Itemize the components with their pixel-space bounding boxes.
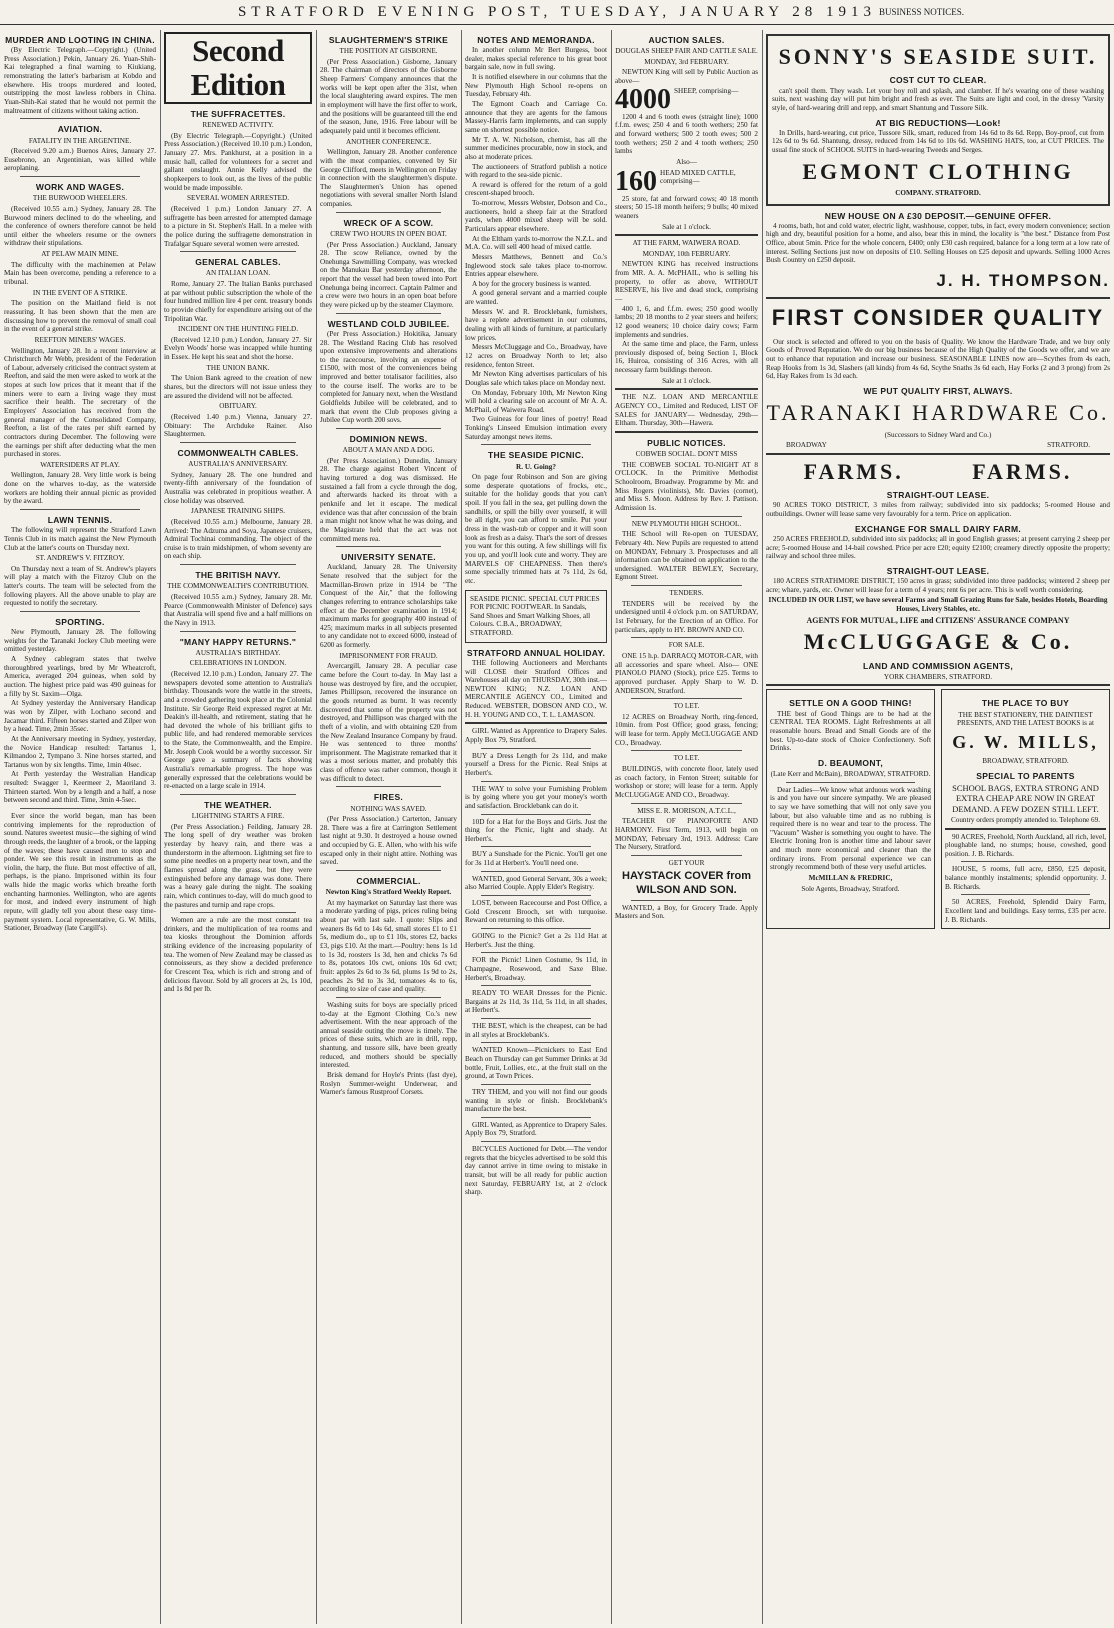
- advert-text: NEWTON KING has received instructions from MR. A. A. McPHAIL, who is selling his property, to offer as above, WITHOUT RESERVE, his live and dead stock, comprising—: [615, 260, 758, 303]
- advert-company: (Late Kerr and McBain), BROADWAY, STRATFORD.: [770, 769, 931, 778]
- classified-ad: 10D for a Hat for the Boys and Girls. Just the thing for the Picnic, light and shady. At Herbert's.: [465, 817, 607, 843]
- subheading: SEVERAL WOMEN ARRESTED.: [186, 194, 290, 203]
- headline-westland-jubilee: WESTLAND COLD JUBILEE.: [327, 318, 450, 329]
- column-rule: [316, 30, 317, 1624]
- cattle-count: 160: [615, 165, 657, 197]
- divider: [481, 814, 591, 815]
- note-text: In another column Mr Bert Burgess, boot dealer, makes special reference to his great boot bargain sale, now in full swing.: [465, 46, 607, 72]
- notice-text: TEACHER OF PIANOFORTE AND HARMONY. First Term, 1913, will begin on MONDAY, February 3rd, 1913. Address: Care The Nursery, Stratford.: [615, 817, 758, 852]
- subheading: ANOTHER CONFERENCE.: [345, 137, 432, 146]
- divider: [481, 952, 591, 953]
- headline-commonwealth-cables: COMMONWEALTH CABLES.: [177, 447, 299, 458]
- advert-row: [766, 689, 1110, 929]
- advert-text: AGENTS FOR MUTUAL, LIFE and CITIZENS' ASSURANCE COMPANY: [806, 615, 1070, 625]
- column-6: [766, 30, 1110, 1624]
- note-text: The Egmont Coach and Carriage Co. announce that they are agents for the famous Massey-Harris farm implements, and can supply same on shortest possible notice.: [465, 100, 607, 134]
- classified-ad: THE BEST, which is the cheapest, can be had in all styles at Brocklebank's.: [465, 1022, 607, 1039]
- advert-subtitle: EXCHANGE FOR SMALL DAIRY FARM.: [854, 523, 1022, 534]
- subheading: THE COMMONWEALTH'S CONTRIBUTION.: [167, 582, 309, 591]
- headline-many-happy-returns: "MANY HAPPY RETURNS.": [179, 636, 297, 647]
- notice-text: BUILDINGS, with concrete floor, lately used as coach factory, in Fenton Street; suitable for workshop or store; will lease for a term. Apply McCLUGGAGE AND CO., Broadway.: [615, 765, 758, 799]
- article-text: (Per Press Association.) Hokitika, January 28. The Westland Racing Club has resolved upon extensive improvements and alterations to the racecourse, involving an expense of £1500, with most of the conveniences being improved and better totalisator facilities, also to the course itself. The works are to be completed for January next, when the Westland Goldfields Jubilee will be celebrated, and to mark that event the Club proposes giving a Jubilee Cup worth 200 sovs.: [320, 329, 457, 425]
- article-text: Wellington, January 28. Very little work is being done on the wharves to-day, as the waterside workers are holding their annual picnic as provided by the award.: [4, 471, 156, 506]
- advert-text: NEWTON King will sell by Public Auction as above—: [615, 68, 758, 86]
- haystack-advert: HAYSTACK COVER from WILSON AND SON.: [622, 870, 751, 896]
- headline-aviation: AVIATION.: [57, 124, 103, 135]
- advert-address: YORK CHAMBERS, STRATFORD.: [883, 672, 993, 681]
- classified-ad: BUY a Dress Length for 2s 11d, and make yourself a Dress for the Picnic. Real Snips at Herbert's.: [465, 751, 607, 777]
- subheading: NOTHING WAS SAVED.: [350, 804, 427, 813]
- divider: [631, 750, 742, 751]
- advert-brand: EGMONT CLOTHING: [802, 158, 1074, 184]
- headline-sporting: SPORTING.: [55, 616, 105, 627]
- subheading: GET YOUR: [668, 858, 705, 867]
- divider: [631, 855, 742, 856]
- divider: [481, 781, 591, 782]
- headline-seaside-picnic: THE SEASIDE PICNIC.: [488, 450, 584, 461]
- advert-text: SEASIDE PICNIC. SPECIAL CUT PRICES FOR PICNIC FOOTWEAR. In Sandals, Sand Shoes and Smart Walking Shoes, all Colours. C.B.A., BROADWAY, STRATFORD.: [470, 594, 600, 638]
- article-text: (Received 12.10 p.m.) London, January 27. Sir Evelyn Woods' horse was incapped while hunting in Essex. He kept his seat and shot the horse.: [164, 335, 312, 362]
- article-text: (Per Press Association.) Dunedin, January 28. The charge against Robert Vincent of having tortured a dog was dismissed. He sustained a fall from a cycle through the dog, and afterwards hacked its throat with a penknife and let it escape. The medical evidence was that after concussion of the brain a man might not know what he was doing, and the Magistrate held that the act was not committed mens rea.: [320, 456, 457, 543]
- divider: [465, 722, 607, 724]
- advert-subtitle: AT BIG REDUCTIONS—Look!: [875, 117, 1001, 128]
- notice-text: 12 ACRES on Broadway North, ring-fenced, 10min. from Post Office; good grass, fencing; will lease for term. Apply McCLUGGAGE AND CO., Broadway.: [615, 712, 758, 747]
- article-text: (By Electric Telegraph.—Copyright.) (United Press Association.) Pekin, January 26. Yuan-Shih-Kai telegraphed a final warning to Kiukiang, remonstrating the latter's barbarism at Kobdo and elsewhere. His troops murdered and looted, outstripping the most lawless robbers in China. Yuan-Shih-Kai stated that he would not permit the maltreatment of citizens without taking action.: [4, 46, 156, 115]
- divider: [631, 585, 742, 586]
- headline-notes-memoranda: NOTES AND MEMORANDA.: [477, 35, 595, 45]
- subheading: THE BURWOOD WHEELERS.: [32, 194, 128, 203]
- column-rule: [762, 30, 763, 1624]
- column-4: [465, 30, 607, 1624]
- subheading: LIGHTNING STARTS A FIRE.: [191, 812, 285, 821]
- classified-ad: GOING to the Picnic? Get a 2s 11d Hat at Herbert's. Just the thing.: [465, 931, 607, 949]
- column-rule: [611, 30, 612, 1624]
- divider: [481, 1141, 591, 1142]
- advert-text: can't spoil them. They wash. Let your boy roll and splash, and clamber. If he's wearing one of these washing suits, next washing day will put him bright and fresh as ever. The Suits are light and cool, in the dressy 'Varsity style, of hard-wearing drill and repp, and smart Shantung and Tussore Silk.: [772, 86, 1104, 112]
- article-text: The position on the Maitland field is not reassuring. It has been shown that the men are discussing how to prevent the removal of small coal in the event of a general strike.: [4, 299, 156, 334]
- article-text: Wellington, January 28. In a recent interview at Christchurch Mr Webb, president of the Federation of Labour, adversely criticised the contract system at Reefton, and said the men were asked to work at the stopes at such low prices that it meant that if the miners were to earn a living wage they must sacrifice their health. The secretary of the Employers' Association has received from the general manager of the Consolidated Company, Reefton, a list of the rates per shift earned by contractors during December. The following were the earnings per shift after deducting what the men purchased in stores.: [4, 346, 156, 459]
- advert-company: Sole Agents, Broadway, Stratford.: [801, 884, 900, 893]
- advert-company: COMPANY. STRATFORD.: [895, 189, 981, 197]
- subheading: IMPRISONMENT FOR FRAUD.: [339, 651, 438, 660]
- article-text: The following will represent the Stratford Lawn Tennis Club in its match against the New Plymouth Club at the latter's courts on Thursday next.: [4, 526, 156, 552]
- divider: [20, 808, 140, 809]
- divider: [615, 234, 758, 236]
- divider: [481, 928, 591, 929]
- subheading: AT PELAW MAIN MINE.: [41, 250, 119, 259]
- divider: [336, 997, 441, 998]
- subheading: WATERSIDERS AT PLAY.: [40, 460, 120, 469]
- classified-ad: BICYCLES Auctioned for Debt.—The vendor regrets that the bicycles advertised to be sold this day cannot arrive in time owing to mistake in transit, but will be all ready for public auction next Saturday, FEBRUARY 1st, at 2 o'clock sharp.: [465, 1145, 607, 1197]
- subheading: NEW PLYMOUTH HIGH SCHOOL.: [631, 519, 742, 528]
- headline-lawn-tennis: LAWN TENNIS.: [47, 515, 113, 526]
- headline-public-notices: PUBLIC NOTICES.: [647, 437, 726, 448]
- advert-text: INCLUDED IN OUR LIST, we have several Farms and Small Grazing Runs for Sale, besides Hotels, Boarding Houses, Livery Stables, etc.: [768, 596, 1108, 613]
- subheading: DOUGLAS SHEEP FAIR AND CATTLE SALE.: [615, 47, 758, 56]
- advert-text: 180 ACRES STRATHMORE DISTRICT, 150 acres in grass; subdivided into three paddocks; wintered 2 sheep per acre; whare, yards, etc. Owner will lease for a term of 4 years; rent 6s per acre. This is well worth considering.: [766, 577, 1110, 594]
- divider: [615, 388, 758, 390]
- article-text: On page four Robinson and Son are giving some desperate quotations of frocks, etc., suitable for the holiday goods that you can't spoil. If you fall in the sea, get pulling down the sandhills, or spill the billy over yourself, it will be all right, you can afford to smile. Put your dress in the wash-tub or copper and it will soon look as fresh as a daisy. That's the sort of dresses you want for this outing. A few shillings will fix you up, and you'll look cute and worry. They are MARVELS OF CHEAPNESS. Then there's some specially trimmed hats at 7s 11d, 2s 6d, etc.: [465, 473, 607, 585]
- article-text: (By Electric Telegraph.—Copyright.) (United Press Association.) (Received 10.10 p.m.) London, January 27. Mrs. Pankhurst, at a position in a music hall, called for volunteers for a secret and gallant onslaught. Annie Kelly advised the shopkeepers to look out, as the lives of the public would be made impossible.: [164, 131, 312, 192]
- classified-ad: 90 ACRES, Freehold, North Auckland, all rich, level, ploughable land, no stumps; house, cowshed, good position. J. B. Richards.: [945, 832, 1106, 858]
- subheading: AUSTRALIA'S ANNIVERSARY.: [188, 460, 288, 469]
- notice-text: THE School will Re-open on TUESDAY, February 4th. New Pupils are requested to attend on MONDAY, February 3. Prospectuses and all information can be obtained on application to the undersigned. WALTER BEWLEY, Secretary, Egmont Street.: [615, 530, 758, 582]
- subheading: TO LET.: [673, 754, 700, 763]
- divider: [481, 748, 591, 749]
- article-text: At the Anniversary meeting in Sydney, yesterday, the Novice Handicap resulted: Tartanus 1, Kilmandoo 2, Tympano 3. Nine horses started, and Tartanus won by six lengths. Time, 1min 40sec.: [4, 734, 156, 769]
- article-text: Wellington, January 28. Another conference with the meat companies, convened by Sir George Clifford, meets in Wellington on Friday in connection with the slaughtermen's dispute. The Slaughtermen's Union has opened negotiations with several smaller North Island companies.: [320, 148, 457, 209]
- advert-brand: McCLUGGAGE & Co.: [803, 629, 1073, 655]
- column-3: [320, 30, 457, 1624]
- divider: [481, 895, 591, 896]
- note-text: A boy for the grocery business is wanted.: [472, 279, 591, 288]
- subheading: TENDERS.: [669, 589, 704, 598]
- divider: [180, 251, 296, 252]
- advert-gw-mills: [941, 689, 1110, 929]
- subheading: AUSTRALIA'S BIRTHDAY.: [195, 648, 281, 657]
- headline-wreck-scow: WRECK OF A SCOW.: [343, 217, 434, 228]
- divider: [615, 431, 758, 433]
- second-edition-banner: Second Edition: [164, 32, 312, 104]
- address-left: BROADWAY: [786, 441, 827, 450]
- note-text: It is notified elsewhere in our columns that the New Plymouth High School re-opens on Tuesday, February 4th.: [465, 73, 607, 99]
- advert-text: At the same time and place, the Farm, unless previously disposed of, being Section 1, Block 16, Huiroa, consisting of 316 Acres, with all necessary farm buildings thereon.: [615, 340, 758, 375]
- article-text: (Received 9.20 a.m.) Buenos Aires, January 27. Eusebrono, an Argentinian, was killed while aeroplaning.: [4, 147, 156, 173]
- advert-text: 90 ACRES TOKO DISTRICT, 3 miles from railway; subdivided into six paddocks; 5-roomed House and outbuildings. Owner will lease same very favourably for a term. Price on application.: [766, 501, 1110, 519]
- note-text: At the Eltham yards to-morrow the N.Z.L. and M.A. Co. will sell 400 head of mixed cattle.: [465, 234, 607, 252]
- advert-subtitle: WE PUT QUALITY FIRST, ALWAYS.: [863, 386, 1013, 397]
- article-text: New Plymouth, January 28. The following weights for the Taranaki Jockey Club meeting were omitted yesterday.: [4, 628, 156, 654]
- article-text: Brisk demand for Hoyle's Prints (fast dye), Roslyn Summer-weight Underwear, and Warner's famous Rustproof Corsets.: [320, 1071, 457, 1097]
- advert-brand: J. H. THOMPSON.: [936, 271, 1110, 291]
- subheading: MONDAY, 10th FEBRUARY.: [642, 249, 731, 258]
- advert-text: SCHOOL BAGS, EXTRA STRONG AND EXTRA CHEAP ARE NOW IN GREAT DEMAND. A FEW DOZEN STILL LEFT.: [952, 783, 1099, 814]
- stock-list: 400 1, 6, and f.f.m. ewes; 250 good woolly lambs; 20 18 months to 2 year steers and heifers; 12 good weaners; 10 choice dairy cows; Farm implements and sundries.: [615, 304, 758, 339]
- article-text: A Sydney cablegram states that twelve thoroughbred yearlings, bred by Mr Wheatcroft, America, averaged 204 guineas, when sold by auction. The highest price paid was 490 guineas for a filly by St. Saxim—Olga.: [4, 655, 156, 698]
- article-text: (Received 1.40 p.m.) Vienna, January 27. Obituary: The Archduke Rainer. Also Slaughtermen.: [164, 412, 312, 439]
- notice-text: TENDERS will be received by the undersigned until 4 o'clock p.m. on SATURDAY, 1st February, for the Erection of an Office. For particulars, apply to HY. BROWN AND CO.: [615, 599, 758, 634]
- classified-ad: WANTED Known—Picnickers to East End Beach on Thursday can get Summer Drinks at 3d bottle, Fruit, Lollies, etc., at the fruit stall on the ground, at Town Prices.: [465, 1046, 607, 1081]
- subheading: TO LET.: [673, 702, 700, 711]
- article-text: (Received 12.10 p.m.) London, January 27. The newspapers devoted some attention to Australia's birthday. Thousands wore the wattle in the streets, and a crowded gathering took place at the Colonial Institute. Sir George Reid expressed regret at Mr. Deakin's ill-health, and retirement, stating that he had devoted the whole of his brilliant gifts to public life, and had rendered memorable services to the State, the Commonwealth, and the Empire. Mr. Joseph Cook would be a worthy successor. Sir George gave a summary of facts showing Australia's remarkable progress. The hope was generally expressed that the celebrations would be re-enacted on a large scale in 1914.: [164, 669, 312, 791]
- classified-ad: 50 ACRES, Freehold, Splendid Dairy Farm, Excellent land and buildings. Easy terms, £35 per acre. J. B. Richards.: [945, 898, 1106, 924]
- advert-brand: G. W. MILLS,: [952, 731, 1099, 752]
- headline-dominion-news: DOMINION NEWS.: [349, 433, 428, 444]
- classified-ad: GIRL Wanted, as Apprentice to Drapery Sales. Apply Box 79, Stratford.: [465, 1120, 607, 1138]
- headline-british-navy: THE BRITISH NAVY.: [195, 570, 281, 581]
- article-text: (Received 10.55 a.m.) Sydney, January 28. The Burwood miners declined to do the wheeling, and the conference of owners therefore cannot be held until either the wheelers resume or the owners withdraw their stipulations.: [4, 204, 156, 248]
- advert-text: 250 ACRES FREEHOLD, subdivided into six paddocks; all in good English grasses; at present carrying 2 sheep per acre; 5-roomed House and 14-bail cowshed. Price per acre £20; equity £2100; creamery directly opposite the property; railway and school three miles.: [766, 534, 1110, 561]
- advert-text: SHEEP, comprising—: [674, 86, 739, 95]
- subheading: AT THE FARM, WAIWERA ROAD.: [632, 239, 741, 248]
- advert-text: 4 rooms, bath, hot and cold water, electric light, washhouse, copper, tubs, in fact, every modern convenience; section high and dry, beautiful position for a home, and also, bear this in mind, the locality is "the best." Distance from Post Office, about 5min. Price for the whole concern, £400; only £30 cash required, balance for a long term at a low rate of interest. Selling Sections just now on deposits of £10. Selling Houses on £25 deposit and upwards. Selling 1000 Acres Bush Country on £250 deposit.: [766, 221, 1110, 265]
- subheading: COBWEB SOCIAL. DON'T MISS: [635, 450, 738, 459]
- article-text: (Per Press Association.) Feilding, January 28. The long spell of dry weather was broken yesterday by heavy rain, and there was a thunderstorm in the afternoon. Lightning set fire to some pine needles on a property near town, and the flames spread along the grass, but they were extinguished before any damage was done. There was a heavy gale during the night. The soaking rain, which continues to-day, will do much good to the pastures and turnip and rape crops.: [164, 822, 312, 909]
- advert-text: Our stock is selected and offered to you on the basis of Quality. We know the Hardware Trade, and we buy only Goods of Proved Reputation. We do our big business because of the High Quality of the Goods we offer, and we are out to enhance that reputation and increase our business. SEASONABLE LINES now are—Scythes from 4s each, Reap Hooks from 1s 3d, Slashers (all kinds) from 4s 6d, Scythe Snaths 3s 6d each, Hay Forks (2 and 3 prong) from 2s 6d, Hay Rakes from 1s 3d each.: [766, 337, 1110, 381]
- advert-subtitle: STRAIGHT-OUT LEASE.: [886, 565, 990, 576]
- subheading: AN ITALIAN LOAN.: [205, 269, 271, 278]
- advert-central-tea-rooms: [766, 689, 935, 929]
- article-text: Washing suits for boys are specially priced to-day at the Egmont Clothing Co.'s new advertisement. With the near approach of the annual seaside outing the move is timely. The prices of these suits, which are in drill, repp, shantung, and tussore silk, have been greatly reduced, and mothers should be specially interested.: [320, 1000, 457, 1070]
- advert-title: NEW HOUSE ON A £30 DEPOSIT.—GENUINE OFFER.: [824, 210, 1052, 221]
- classified-ad: LOST, between Racecourse and Post Office, a Gold Crescent Brooch, set with turquoise. Reward on returning to this office.: [465, 899, 607, 925]
- advert-subtitle: COST CUT TO CLEAR.: [889, 75, 987, 86]
- advert-title: SETTLE ON A GOOD THING!: [789, 698, 912, 709]
- divider: [481, 1018, 591, 1019]
- sale-time: Sale at 1 o'clock.: [662, 376, 711, 385]
- advert-text: THE following Auctioneers and Merchants will CLOSE their Stratford Offices and Warehouses all day on THURSDAY, 30th inst.— NEWTON KING; N.Z. LOAN AND MERCANTILE AGENCY CO., Limited and Reduced. WEBSTER, DOBSON AND CO., W. H. H. YOUNG AND CO., T. L. LAMASON.: [465, 658, 607, 719]
- advert-text: Dear Ladies—We know what arduous work washing is and you have our sincere sympathy. We are pleased to say we have something that will not only save you labour, but also valuable time and as no rubbing is required there is no wear and tear to the process. The "Vacuum" Washer is something you ought to have. The Electric Ironing Iron is another time and labour saver and much more economical and cleaner than the ordinary irons. From personal experience we can strongly recommend both of these very useful articles.: [770, 785, 931, 872]
- advert-egmont-clothing: [766, 34, 1110, 206]
- divider: [481, 985, 591, 986]
- advert-title: FARMS. FARMS.: [803, 458, 1073, 484]
- column-1: [4, 30, 156, 1624]
- classified-ad: WANTED, a Boy, for Grocery Trade. Apply Masters and Son.: [615, 903, 758, 921]
- divider: [336, 212, 441, 213]
- classified-ad: TRY THEM, and you will not find our goods wanting in style or finish. Brocklebank's manufacture the best.: [465, 1087, 607, 1114]
- headline-suffragettes: THE SUFFRACETTES.: [190, 109, 286, 119]
- classified-ad: READY TO WEAR Dresses for the Picnic. Bargains at 2s 11d, 3s 11d, 5s 11d, in all shades, at Herbert's.: [465, 989, 607, 1015]
- article-text: At my haymarket on Saturday last there was a moderate yarding of pigs, prices ruling being about par with last sale. I quote: Slips and weaners 8s 6d to 14s 6d, small stores £1 to £1 5s, medium do., up to £1 10s, stores £2, backs £3, pigs £10. At the mart.—Poultry: hens 1s 1d to 1s 3d, roosters 1s 3d, hen and chicks 7s 6d to 8s, potatoes 10s cwt, onions 10s 6d cwt; fruit: apples 2s 6d to 3s 6d, plums 1s 9d to 2s, peaches 2s 9d to 3s 3d, tomatoes 4s to 6s, according to size of case and quality.: [320, 898, 457, 994]
- divider: [961, 894, 1090, 895]
- classified-ad: THE WAY to solve your Furnishing Problem is by going where you get your money's worth and satisfaction. Brocklebank can do it.: [465, 784, 607, 810]
- advert-text: HEAD MIXED CATTLE, comprising—: [660, 168, 736, 186]
- note-text: Messrs McCluggage and Co., Broadway, have 12 acres on Broadway North to let; also residence, fenton Street.: [465, 343, 607, 369]
- divider: [481, 1084, 591, 1085]
- headline-fires: FIRES.: [373, 792, 404, 803]
- divider: [766, 453, 1110, 455]
- advert-address: BROADWAY, STRATFORD.: [982, 757, 1069, 766]
- article-text: Rome, January 27. The Italian Banks purchased at par without public subscription the whole of the four hundred million lire 4 per cent. treasury bonds to provide chiefly for expenditure arising out of the Tripolitan War.: [164, 279, 312, 323]
- advert-subtitle: STRAIGHT-OUT LEASE.: [886, 490, 990, 501]
- advert-text: In Drills, hard-wearing, cut price, Tussore Silk, smart, reduced from 14s 6d to 8s 6d. Repp, Boy-proof, cut from 12s 6d to 9s 6d. Shantung, dressy, reduced from 14s 6d to 10s 6d. WASHING HATS, too, at CUT PRICES. The usual fine stock of SCHOOL SUITS in hard-wearing Tweeds and Serges.: [772, 128, 1104, 154]
- headline-weather: THE WEATHER.: [204, 799, 272, 810]
- advert-cba-picnic: [465, 590, 607, 643]
- divider: [631, 516, 742, 517]
- divider: [631, 637, 742, 638]
- article-text: Ever since the world began, man has been contriving implements for the reproduction of sound. Natures sweetest music—the sighing of wind through reeds, the laughter of a brook, or the lapping of the waves; these have caused men to stop and ponder. We see this result in instruments as the violin, the harp, the flute. But most effective of all, perhaps, is the piano. Imprisoned within its four walls hide the magic works which breathe forth enchanting harmonies. Wellington, who are agents for most, and indeed every instrument of high repute, will gladly tell you about these easy time-payment system. Local representative, G. W. Mills, Stationer, Broadway (late Cargill's).: [4, 811, 156, 933]
- divider: [180, 912, 296, 913]
- subheading: CREW TWO HOURS IN OPEN BOAT.: [330, 229, 447, 238]
- divider: [481, 1117, 591, 1118]
- note-text: The auctioneers of Stratford publish a notice with regard to the sea-side picnic.: [465, 162, 607, 180]
- headline-annual-holiday: STRATFORD ANNUAL HOLIDAY.: [466, 647, 606, 658]
- divider: [336, 546, 441, 547]
- masthead-title: STRATFORD EVENING POST, TUESDAY, JANUARY 28 1913: [237, 4, 877, 20]
- subheading: R. U. Going?: [516, 462, 556, 471]
- subheading: CELEBRATIONS IN LONDON.: [189, 659, 287, 668]
- classified-ad: BUY a Sunshade for the Picnic. You'll get one for 3s 11d at Herbert's. You'll need one.: [465, 850, 607, 868]
- article-text: On Thursday next a team of St. Andrew's players will play a match with the Fitzroy Club on the latter's courts. The team will be selected from the following players. All the above unable to play are requested to notify the secretary.: [4, 564, 156, 608]
- sheep-count: 4000: [615, 83, 671, 115]
- divider: [481, 846, 591, 847]
- headline-work-wages: WORK AND WAGES.: [35, 182, 125, 193]
- headline-commercial: COMMERCIAL.: [356, 876, 421, 887]
- address-right: STRATFORD.: [1047, 441, 1090, 450]
- advert-brand: D. BEAUMONT,: [818, 757, 883, 768]
- article-text: (Per Press Association.) Carterton, January 28. There was a fire at Carrington Settlement last night at 9.30. It destroyed a house owned and occupied by G. E. Allen, who with his wife escaped only in their night attire. Nothing was saved.: [320, 815, 457, 867]
- subheading: REEFTON MINERS' WAGES.: [34, 335, 126, 344]
- article-text: (Received 10.55 a.m.) Sydney, January 28. Mr. Pearce (Commonwealth Minister of Defence) says that Australia will spend five and a half millions on the Navy in 1913.: [164, 592, 312, 627]
- also-label: Also—: [676, 157, 697, 166]
- masthead: [0, 0, 1114, 25]
- divider: [481, 871, 591, 872]
- divider: [20, 509, 140, 510]
- advert-text: THE N.Z. LOAN AND MERCANTILE AGENCY CO., Limited and Reduced, LIST OF SALES for JANUARY— Wednesday, 29th—Eltham. Thursday, 30th—Hawera.: [615, 393, 758, 428]
- subheading: FATALITY IN THE ARGENTINE.: [28, 136, 132, 145]
- divider: [786, 782, 915, 783]
- article-text: (Per Press Association.) Gisborne, January 28. The chairman of directors of the Gisborne Sheep Farmers' Company announces that the works will be kept open after the 31st, when the local slaughtering award expires. The men in employment will have the first offer to work, and the positions will be guaranteed till the end of the season, June, 1916. Free labour will be adequately paid until it becomes efficient.: [320, 57, 457, 135]
- note-text: Two Guineas for four lines of poetry! Read Tonking's Linseed Emulsion intimation every Saturday amongst news items.: [465, 415, 607, 441]
- headline-slaughtermen-strike: SLAUGHTERMEN'S STRIKE: [328, 35, 449, 45]
- headline-general-cables: GENERAL CABLES.: [195, 257, 281, 268]
- note-text: To-morrow, Messrs Webster, Dobson and Co., auctioneers, hold a sheep fair at the Stratford yards, when 4000 mixed sheep will be sold. Particulars appear elsewhere.: [465, 199, 607, 233]
- column-rule: [160, 30, 161, 1624]
- note-text: Messrs Matthews, Bennett and Co.'s Inglewood stock sale takes place to-morrow. Entries appear elsewhere.: [465, 252, 607, 279]
- subheading: THE UNION BANK.: [206, 363, 270, 372]
- column-2: [164, 30, 312, 1624]
- divider: [631, 698, 742, 699]
- article-text: Auckland, January 28. The University Senate resolved that the subject for the Macmillan-Brown prize in 1914 be "The Conquest of the Air," that the following changes referring to entrance scholarships take effect at the December examination in 1914; maximum marks for geography 400 instead of 425; maximum marks in all subjects presented to any candidate not to exceed 6000, instead of 6200 as formerly.: [320, 563, 457, 650]
- article-text: Women are a rule are the most constant tea drinkers, and the multiplication of tea rooms and tea kiosks throughout the Dominion affords striking evidence of the increasing popularity of tea. The women of New Zealand may be classed as connoisseurs, as they show a decided preference for Crescent Tea, which is rich and strong and of delicious flavour. Sold by all grocers at 2s, 1s 10d, and 1s 8d per lb.: [164, 916, 312, 994]
- advert-brand: McMILLAN & FREDRIC,: [808, 874, 893, 883]
- divider: [180, 564, 296, 565]
- notice-text: THE COBWEB SOCIAL TO-NIGHT AT 8 O'CLOCK. In the Primitive Methodist Schoolroom, Broadway. Programme by Mr. and Miss Rogers (violinists), Mr. Davies (cornet), and Miss S. Moon. Address by Rev. J. Pattison. Admission 1s.: [615, 460, 758, 512]
- divider: [20, 176, 140, 177]
- article-text: At Perth yesterday the Westralian Handicap resulted: Swagger 1, Keermeer 2, Maoriland 3. Thirteen started. Won by a length and a half, a nose between second and third. Time, 3min 4-5sec.: [4, 770, 156, 805]
- subheading: INCIDENT ON THE HUNTING FIELD.: [177, 325, 299, 334]
- divider: [180, 794, 296, 795]
- divider: [180, 631, 296, 632]
- subheading: JAPANESE TRAINING SHIPS.: [190, 507, 286, 516]
- subheading: MONDAY, 3rd FEBRUARY.: [644, 57, 729, 66]
- advert-text: Country orders promptly attended to. Telephone 69.: [950, 815, 1101, 824]
- divider: [481, 1042, 591, 1043]
- article-text: The difficulty with the machinemen at Pelaw Main has been overcome, pending a reference to a tribunal.: [4, 260, 156, 287]
- advert-title: SONNY'S SEASIDE SUIT.: [778, 44, 1098, 69]
- business-notices-label: BUSINESS NOTICES.: [878, 7, 964, 17]
- column-5: [615, 30, 758, 1624]
- note-text: On Monday, February 10th, Mr Newton King will hold a clearing sale on account of Mr A. A. McPhail, of Waiwera Road.: [465, 388, 607, 414]
- divider: [961, 861, 1090, 862]
- advert-brand: TARANAKI HARDWARE Co.: [766, 400, 1110, 426]
- advert-subtitle: SPECIAL TO PARENTS: [976, 771, 1075, 782]
- divider: [945, 828, 1106, 830]
- article-text: At Sydney yesterday the Anniversary Handicap was won by Zilper, with Lochano second and Jacamar third. Fifteen horses started and Zilper won by a head. Time, 2min 35sec.: [4, 699, 156, 734]
- classified-ad: GIRL Wanted as Apprentice to Drapery Sales. Apply Box 79, Stratford.: [465, 727, 607, 745]
- subheading: Newton King's Stratford Weekly Report.: [325, 888, 452, 897]
- divider: [631, 803, 742, 804]
- article-text: The Union Bank agreed to the creation of new shares, but the directors will not issue unless they are assured the dividend will not be affected.: [164, 374, 312, 400]
- advert-title: FIRST CONSIDER QUALITY: [771, 305, 1105, 331]
- advert-company: LAND AND COMMISSION AGENTS,: [862, 660, 1014, 671]
- advert-text: THE BEST STATIONERY, THE DAINTIEST PRESENTS, AND THE LATEST BOOKS is at: [957, 710, 1094, 728]
- classified-ad: WANTED, good General Servant, 30s a week; also Married Couple. Apply Elder's Registry.: [465, 874, 607, 892]
- article-text: (Received 10.55 a.m.) Melbourne, January 28. Arrived: The Adzuma and Soya, Japanese cruisers, Admiral Tochinai commanding. The object of the cruise is to train midshipmen, of whom seventy are on each ship.: [164, 517, 312, 561]
- headline-murder-china: MURDER AND LOOTING IN CHINA.: [5, 35, 155, 45]
- subheading: OBITUARY.: [219, 402, 257, 411]
- note-text: A reward is offered for the return of a gold crescent-shaped brooch.: [465, 180, 607, 198]
- subheading: ABOUT A MAN AND A DOG.: [342, 446, 435, 455]
- classified-ad: FOR the Picnic! Linen Costume, 9s 11d, in Champagne, Rosewood, and Saxe Blue. Herbert's, Broadway.: [465, 956, 607, 982]
- advert-title: THE PLACE TO BUY: [981, 698, 1070, 709]
- advert-text: THE best of Good Things are to be had at the CENTRAL TEA ROOMS. Light Refreshments at all reasonable hours. Bread and Small Goods are of the best. Up-to-date stock of Choice Confectionery. Soft Drinks.: [770, 709, 931, 753]
- advert-company: (Successors to Sidney Ward and Co.): [884, 430, 992, 439]
- stock-list: 1200 4 and 6 tooth ewes (straight line); 1000 f.f.m. ewes; 250 4 and 6 tooth wethers; 250 fat and forward wethers; 500 2 tooth ewes; 500 2 tooth wethers; 250 2 and 4 tooth wethers; 250 lambs: [615, 112, 758, 156]
- subheading: ST. ANDREW'S V. FITZROY.: [35, 554, 125, 563]
- article-text: Sydney, January 28. The one hundred and twenty-fifth anniversary of the foundation of Australia was celebrated in propitious weather. A close holiday was observed.: [164, 470, 312, 505]
- divider: [180, 442, 296, 443]
- headline-university-senate: UNIVERSITY SENATE.: [341, 552, 436, 563]
- divider: [766, 684, 1110, 686]
- divider: [20, 118, 140, 119]
- stock-list: 25 store, fat and forward cows; 40 18 month steers; 50 15-18 month heifers; 9 bulls; 40 mixed weaners: [615, 194, 758, 220]
- advert-address: [766, 441, 1110, 450]
- divider: [481, 444, 591, 445]
- article-text: (Received 1 p.m.) London January 27. A suffragette has been arrested for attempted damage to a picture in St. Stephen's Hall. In a melee with the police during the suffragette demonstration in Trafalgar Square several women were arrested.: [164, 204, 312, 248]
- divider: [336, 428, 441, 429]
- divider: [336, 870, 441, 871]
- article-text: (Per Press Association.) Auckland, January 28. The scow Reliance, owned by the Onehunga Sawmilling Company, was wrecked on the Manukau Bar yesterday afternoon, the report that the vessel had been towed into Port Onehunga being incorrect. Captain Palmer and a crew were two hours in an open boat before they were picked up by the steamer Claymore.: [320, 240, 457, 310]
- subheading: RENEWED ACTIVITY.: [202, 121, 274, 130]
- article-text: Avercargill, January 28. A peculiar case came before the Court to-day. In May last a house was destroyed by fire, and the occupier, James Phillipson, recovered the insurance on the goods returned as burnt. It was recently discovered that some of the property was not destroyed, and Phillipson was charged with the theft of a violin, and with obtaining £20 from the New Zealand Insurance Company by fraud. He was sentenced to three months' imprisonment. The Magistrate remarked that it was a most serious matter, and probably this class of offence was rather common, though it was difficult to detect.: [320, 662, 457, 783]
- divider: [336, 786, 441, 787]
- divider: [631, 900, 742, 901]
- column-rule: [461, 30, 462, 1624]
- classified-ad: HOUSE, 5 rooms, full acre, £850, £25 deposit, balance monthly instalments; splendid opportunity. J. B. Richards.: [945, 865, 1106, 891]
- note-text: Mr T. A. W. Nicholson, chemist, has all the summer medicines procurable, now in stock, and also at moderate prices.: [465, 135, 607, 161]
- subheading: IN THE EVENT OF A STRIKE.: [32, 288, 128, 297]
- sale-time: Sale at 1 o'clock.: [662, 222, 711, 231]
- subheading: MISS E. R. MORISON, A.T.C.L.,: [637, 806, 736, 815]
- divider: [336, 313, 441, 314]
- divider: [766, 297, 1110, 299]
- note-text: Messrs W. and R. Brocklebank, furnishers, have a replete advertisement in our columns, dealing with all kinds of furniture, at particularly low prices.: [465, 307, 607, 342]
- note-text: A good general servant and a married couple are wanted.: [465, 289, 607, 307]
- subheading: THE POSITION AT GISBORNE.: [339, 47, 438, 56]
- note-text: Mr Newton King advertises particulars of his Douglas sale which takes place on Monday next.: [465, 370, 607, 387]
- notice-text: ONE 15 h.p. DARRACQ MOTOR-CAR, with all accessories and spare wheel. Also— ONE PIANOLO PIANO (Stock), price £25. Terms to approved purchaser. Apply Sharp to W. D. ANDERSON, Stratford.: [615, 651, 758, 695]
- divider: [20, 611, 140, 612]
- headline-auction-sales: AUCTION SALES.: [648, 35, 725, 45]
- subheading: FOR SALE.: [668, 641, 705, 650]
